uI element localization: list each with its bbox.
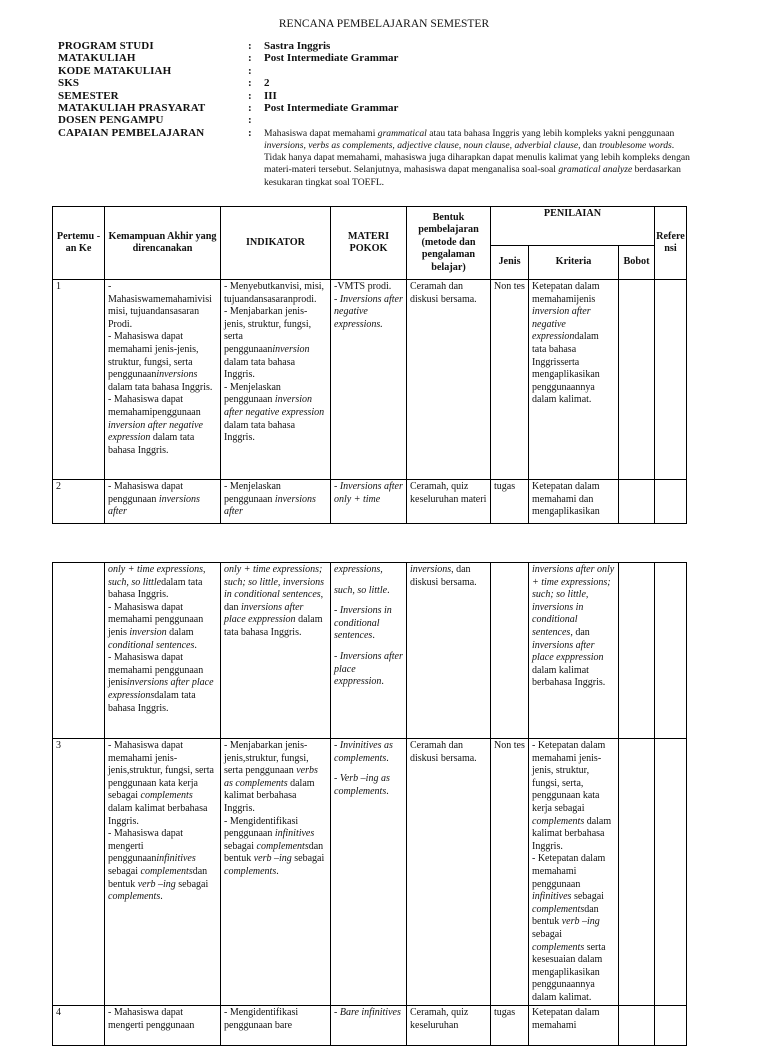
table-row — [53, 739, 687, 1006]
info-row-matakuliah — [58, 52, 708, 64]
info-row-capaian — [58, 127, 708, 189]
cell-materi: - Bare infinitives — [331, 1006, 407, 1046]
cell-bobot — [619, 480, 655, 524]
info-value — [264, 65, 694, 77]
info-colon: : — [248, 52, 252, 65]
cell-materi: - Invinitives as complements. - Verb –ing as complements. — [331, 739, 407, 1006]
cell-bobot — [619, 563, 655, 739]
cell-kemampuan: only + time expressions, such, so littledalam tata bahasa Inggris. - Mahasiswa dapat memahami penggunaan jenis inversion dalam conditional sentences. - Mahasiswa dapat memahami penggunaan jenisinversions after place expressionsdalam tata bahasa Inggris. — [105, 563, 221, 739]
table-row — [53, 563, 687, 739]
course-info — [58, 40, 708, 189]
cell-bentuk: Ceramah, quiz keseluruhan — [407, 1006, 491, 1046]
info-value: Post Intermediate Grammar — [264, 102, 399, 115]
info-label: KODE MATAKULIAH — [58, 64, 172, 77]
cell-indikator: - Menjelaskan penggunaan inversions after — [221, 480, 331, 524]
cell-jenis: Non tes — [491, 280, 529, 480]
cell-bobot — [619, 1006, 655, 1046]
cell-bentuk: inversions, dan diskusi bersama. — [407, 563, 491, 739]
info-colon: : — [248, 77, 252, 90]
header-kemampuan: Kemampuan Akhir yang direncanakan — [105, 207, 221, 280]
header-kriteria: Kriteria — [529, 246, 619, 280]
cell-kemampuan: - Mahasiswa dapat penggunaan inversions after — [105, 480, 221, 524]
rps-table-part-1 — [52, 206, 687, 524]
info-row-sks — [58, 77, 708, 89]
cell-kemampuan: - Mahasiswa dapat memahami jenis-jenis,struktur, fungsi, serta penggunaan kata kerja sebagai complements dalam kalimat berbahasa Inggris. - Mahasiswa dapat mengerti penggunaaninfinitives sebagai complementsdan bentuk verb –ing sebagai complements. — [105, 739, 221, 1006]
cell-kriteria: inversions after only + time expressions; such; so little, inversions in conditional sentences, dan inversions after place exppression dalam kalimat berbahasa Inggris. — [529, 563, 619, 739]
cell-kriteria: - Ketepatan dalam memahami jenis-jenis, struktur, fungsi, serta, penggunaan kata kerja sebagai complements dalam kalimat berbahasa Inggris. - Ketepatan dalam memahami penggunaan infinitives sebagai complementsdan bentuk verb –ing sebagai complements serta kesesuaian dalam mengaplikasikan penggunaannya dalam kalimat. — [529, 739, 619, 1006]
info-label: MATAKULIAH — [58, 52, 136, 65]
info-value: 2 — [264, 77, 270, 90]
cell-no: 4 — [53, 1006, 105, 1046]
cell-materi: -VMTS prodi. - Inversions after negative expressions. — [331, 280, 407, 480]
cell-jenis: tugas — [491, 1006, 529, 1046]
cell-bobot — [619, 739, 655, 1006]
cell-referensi — [655, 739, 687, 1006]
cell-jenis — [491, 563, 529, 739]
cell-bentuk: Ceramah dan diskusi bersama. — [407, 739, 491, 1006]
info-label: MATAKULIAH PRASYARAT — [58, 102, 206, 115]
info-label: DOSEN PENGAMPU — [58, 114, 164, 127]
cell-no — [53, 563, 105, 739]
header-pertemuan: Pertemu -an Ke — [53, 207, 105, 280]
info-label: SEMESTER — [58, 89, 119, 102]
info-colon: : — [248, 114, 252, 127]
rps-table-part-2 — [52, 562, 687, 1046]
cell-kriteria: Ketepatan dalam memahamijenis inversion after negative expressiondalam tata bahasa Inggrisserta mengaplikasikan penggunaannya dalam kalimat. — [529, 280, 619, 480]
document-title: RENCANA PEMBELAJARAN SEMESTER — [278, 18, 490, 30]
info-colon: : — [248, 126, 252, 139]
cell-bentuk: Ceramah, quiz keseluruhan materi — [407, 480, 491, 524]
info-row-dosen — [58, 114, 708, 126]
cell-referensi — [655, 1006, 687, 1046]
header-jenis: Jenis — [491, 246, 529, 280]
cell-referensi — [655, 480, 687, 524]
cell-no: 2 — [53, 480, 105, 524]
cell-kriteria: Ketepatan dalam memahami dan mengaplikasikan — [529, 480, 619, 524]
info-value — [264, 114, 694, 126]
cell-jenis: Non tes — [491, 739, 529, 1006]
info-colon: : — [248, 64, 252, 77]
info-label: CAPAIAN PEMBELAJARAN — [58, 126, 205, 139]
cell-bobot — [619, 280, 655, 480]
header-bentuk: Bentuk pembelajaran (metode dan pengalaman belajar) — [407, 207, 491, 280]
info-value: Sastra Inggris — [264, 40, 331, 52]
cell-kriteria: Ketepatan dalam memahami — [529, 1006, 619, 1046]
cell-indikator: - Mengidentifikasi penggunaan bare — [221, 1006, 331, 1046]
info-row-kode — [58, 65, 708, 77]
cell-bentuk: Ceramah dan diskusi bersama. — [407, 280, 491, 480]
header-penilaian: PENILAIAN — [491, 207, 655, 246]
cell-indikator: - Menjabarkan jenis-jenis,struktur, fungsi, serta penggunaan verbs as complements dalam kalimat berbahasa Inggris. - Mengidentifikasi penggunaan infinitives sebagai complementsdan bentuk verb –ing sebagai complements. — [221, 739, 331, 1006]
cell-indikator: only + time expressions; such; so little, inversions in conditional sentences, dan inversions after place exppression dalam tata bahasa Inggris. — [221, 563, 331, 739]
header-materi: MATERI POKOK — [331, 207, 407, 280]
info-row-semester — [58, 90, 708, 102]
cell-jenis: tugas — [491, 480, 529, 524]
cell-referensi — [655, 563, 687, 739]
info-row-program — [58, 40, 708, 52]
cell-materi: - Inversions after only + time — [331, 480, 407, 524]
info-colon: : — [248, 40, 252, 52]
info-value: III — [264, 89, 277, 102]
cell-no: 3 — [53, 739, 105, 1006]
cell-indikator: - Menyebutkanvisi, misi, tujuandansasaranprodi. - Menjabarkan jenis-jenis, struktur, fungsi, serta penggunaaninversion dalam tata bahasa Inggris. - Menjelaskan penggunaan inversion after negative expression dalam tata bahasa Inggris. — [221, 280, 331, 480]
capaian-text: Mahasiswa dapat memahami grammatical atau tata bahasa Inggris yang lebih kompleks yakni penggunaan inversions, verbs as complements, adjective clause, noun clause, adverbial clause, dan troublesome words. Tidak hanya dapat memahami, mahasiswa juga diharapkan dapat menulis kalimat yang lebih kompleks dengan materi-materi tersebut. Selanjutnya, mahasiswa dapat menganalisa soal-soal gramatical analyze berdasarkan kesukaran tingkat soal TOEFL. — [264, 127, 690, 188]
cell-materi: expressions, such, so little. - Inversions in conditional sentences. - Inversions after place exppression. — [331, 563, 407, 739]
header-indikator: INDIKATOR — [221, 207, 331, 280]
info-label: PROGRAM STUDI — [58, 40, 154, 52]
info-label: SKS — [58, 77, 80, 90]
cell-no: 1 — [53, 280, 105, 480]
info-value: Post Intermediate Grammar — [264, 52, 399, 65]
table-row — [53, 480, 687, 524]
info-colon: : — [248, 102, 252, 115]
cell-referensi — [655, 280, 687, 480]
header-bobot: Bobot — [619, 246, 655, 280]
info-colon: : — [248, 89, 252, 102]
cell-kemampuan: - Mahasiswamemahamivisimisi, tujuandansasaran Prodi. - Mahasiswa dapat memahami jenis-jenis, struktur, fungsi, serta penggunaaninversions dalam tata bahasa Inggris. - Mahasiswa dapat memahamipenggunaan inversion after negative expression dalam tata bahasa Inggris. — [105, 280, 221, 480]
cell-kemampuan: - Mahasiswa dapat mengerti penggunaan — [105, 1006, 221, 1046]
table-row — [53, 280, 687, 480]
table-row — [53, 1006, 687, 1046]
header-referensi: Referensi — [655, 207, 687, 280]
info-row-prasyarat — [58, 102, 708, 114]
